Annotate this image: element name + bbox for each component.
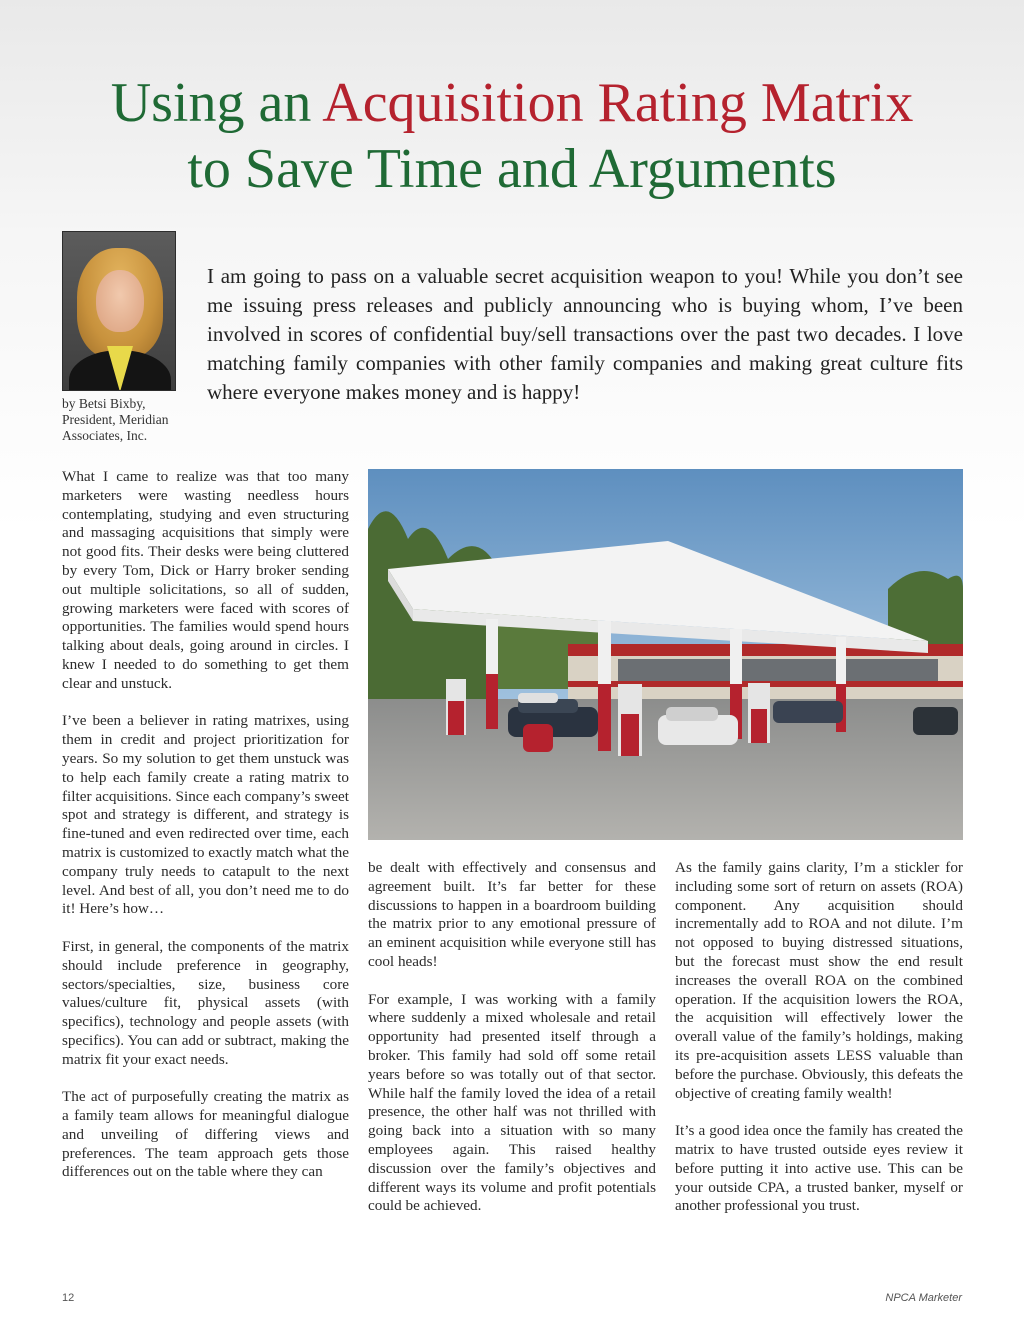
publication-name: NPCA Marketer	[885, 1292, 962, 1304]
lead-paragraph: I am going to pass on a valuable secret acquisition weapon to you! While you don’t see me issuing press releases and publicly announcing who is buying whom, I’ve been involved in scores of confidential buy/sell transactions over the past two decades. I love matching family companies with other family companies and making great culture fits where everyone makes money and is happy!	[207, 264, 963, 404]
author-byline: by Betsi Bixby,	[62, 396, 146, 411]
article-column-3	[675, 859, 963, 1216]
paragraph: What I came to realize was that too many marketers were wasting needless hours contemplating, studying and even structuring and massaging acquisitions that simply were not good fits. Their desks were being cluttered by every Tom, Dick or Harry broker sending out multiple solicitations, so all of sudden, growing marketers were faced with scores of opportunities. The families would spend hours talking about deals, going around in circles. I knew I needed to do something to get them clear and unstuck.	[62, 468, 349, 692]
paragraph: First, in general, the components of the matrix should include preference in geography, sectors/specialties, size, business core values/culture fit, physical assets (with specifics), technology and people assets (with specifics). You can add or subtract, making the matrix fit your exact needs.	[62, 937, 349, 1068]
paragraph: I’ve been a believer in rating matrixes, using them in credit and project prioritization for years. So my solution to get them unstuck was to help each family create a rating matrix to filter acquisitions. Since each company’s sweet spot and strategy is different, and strategy is fine-tuned and even redirected over time, each matrix is customized to exactly match what the company truly needs to catapult to the next level. And best of all, you don’t need me to do it! Here’s how…	[62, 712, 349, 918]
paragraph: As the family gains clarity, I’m a stickler for including some sort of return on assets (ROA) component. Any acquisition should incrementally add to ROA and not dilute. I’m not opposed to buying distressed situations, but the forecast must show the end result increases the overall ROA on the combined operation. If the acquisition lowers the ROA, the acquisition will effectively lower the overall value of the family’s holdings, making its pre-acquisition assets LESS valuable than before the purchase. Obviously, this defeats the objective of creating family wealth!	[675, 859, 963, 1102]
title-line-2: to Save Time and Arguments	[187, 138, 837, 200]
author-credit	[62, 396, 192, 444]
title-highlight: Acquisition Rating Matrix	[322, 72, 914, 134]
title-part-1: Using an	[110, 72, 323, 134]
author-company: Associates, Inc.	[62, 428, 148, 443]
paragraph: It’s a good idea once the family has created the matrix to have trusted outside eyes review it before putting it into active use. This can be your outside CPA, a trusted banker, myself or another professional you trust.	[675, 1122, 963, 1215]
article-column-1	[62, 468, 349, 1182]
paragraph: For example, I was working with a family where suddenly a mixed wholesale and retail opportunity had presented itself through a broker. This family had sold off some retail years before so was totally out of that sector. While half the family loved the idea of a retail presence, the other half was not thrilled with going back into a situation with so many employees again. This raised healthy discussion over the family’s objectives and different ways its volume and profit potentials could be achieved.	[368, 990, 656, 1215]
paragraph: be dealt with effectively and consensus and agreement built. It’s far better for these discussions to happen in a boardroom building the matrix prior to any emotional pressure of an eminent acquisition while everyone still has cool heads!	[368, 859, 656, 970]
gas-station-photo	[368, 469, 963, 840]
paragraph: The act of purposefully creating the matrix as a family team allows for meaningful dialogue and unveiling of differing views and preferences. The team approach gets those differences out on the table where they can	[62, 1088, 349, 1181]
article-column-2	[368, 859, 656, 1216]
page-number: 12	[62, 1292, 75, 1304]
article-title	[0, 70, 1024, 202]
author-title: President, Meridian	[62, 412, 169, 427]
author-photo	[62, 231, 176, 391]
